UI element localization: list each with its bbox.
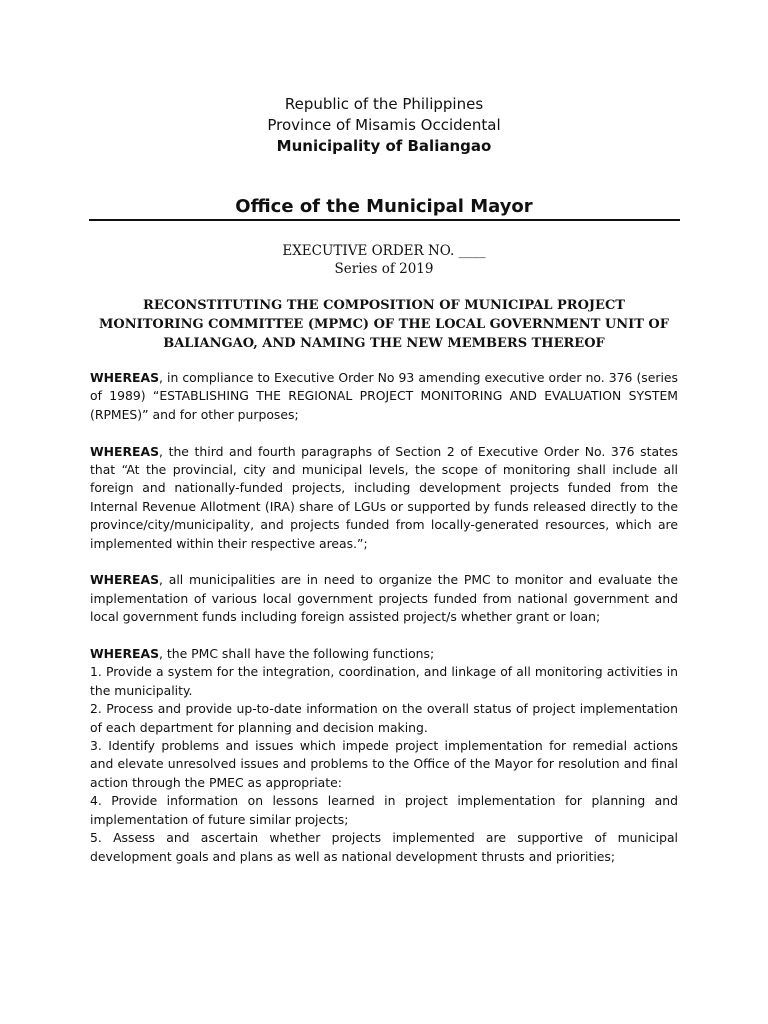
whereas-lead: WHEREAS — [90, 443, 160, 459]
whereas-lead: WHEREAS — [90, 370, 160, 385]
executive-order-title: RECONSTITUTING THE COMPOSITION OF MUNICIPAL PROJECT MONITORING COMMITTEE (MPMC) OF THE LOCAL GOVERNMENT UNIT OF BALIANGAO, AND NAMING THE NEW MEMBERS THEREOF — [99, 298, 669, 351]
function-item-1: 1. Provide a system for the integration, coordination, and linkage of all monitoring activities in the municipality. — [90, 664, 678, 698]
executive-order-heading — [0, 242, 768, 278]
whereas-clause-4 — [90, 645, 678, 663]
header-divider — [89, 219, 680, 221]
office-title: Office of the Municipal Mayor — [235, 196, 533, 217]
function-item-5: 5. Assess and ascertain whether projects implemented are supportive of municipal development goals and plans as well as national development thrusts and priorities; — [90, 830, 678, 864]
document-header — [0, 94, 768, 157]
whereas-clause-2 — [90, 443, 678, 553]
whereas-text: , the PMC shall have the following functions; — [159, 646, 435, 662]
whereas-clause-3 — [90, 571, 678, 626]
executive-order-series: Series of 2019 — [334, 261, 434, 277]
whereas-lead: WHEREAS — [90, 646, 160, 662]
function-item-2: 2. Process and provide up-to-date information on the overall status of project implementation of each department for planning and decision making. — [90, 701, 678, 735]
header-province: Province of Misamis Occidental — [267, 116, 501, 134]
whereas-text: , all municipalities are in need to organize the PMC to monitor and evaluate the implementation of various local government projects funded from national government and local government funds including foreign assisted project/s whether grant or loan; — [90, 572, 678, 625]
function-item-3: 3. Identify problems and issues which impede project implementation for remedial actions and elevate unresolved issues and problems to the Office of the Mayor for resolution and final action through the PMEC as appropriate: — [90, 738, 678, 790]
header-country: Republic of the Philippines — [284, 95, 484, 113]
header-municipality: Municipality of Baliangao — [276, 137, 492, 155]
whereas-text: , in compliance to Executive Order No 93 amending executive order no. 376 (series of 1989) “ESTABLISHING THE REGIONAL PROJECT MONITORING AND EVALUATION SYSTEM (RPMES)” and for other purposes; — [90, 370, 678, 422]
whereas-clause-1 — [90, 369, 678, 424]
document-body — [90, 369, 678, 866]
whereas-lead: WHEREAS — [90, 572, 160, 588]
executive-order-number: EXECUTIVE ORDER NO. ____ — [282, 243, 486, 259]
function-item-4: 4. Provide information on lessons learned in project implementation for planning and implementation of future similar projects; — [90, 793, 678, 827]
whereas-text: , the third and fourth paragraphs of Section 2 of Executive Order No. 376 states that “At the provincial, city and municipal levels, the scope of monitoring shall include all foreign and nationally-funded projects, including development projects funded from the Internal Revenue Allotment (IRA) share of LGUs or supported by funds released directly to the province/city/municipality, and projects funded from locally-generated resources, which are implemented within their respective areas.”; — [90, 443, 678, 551]
